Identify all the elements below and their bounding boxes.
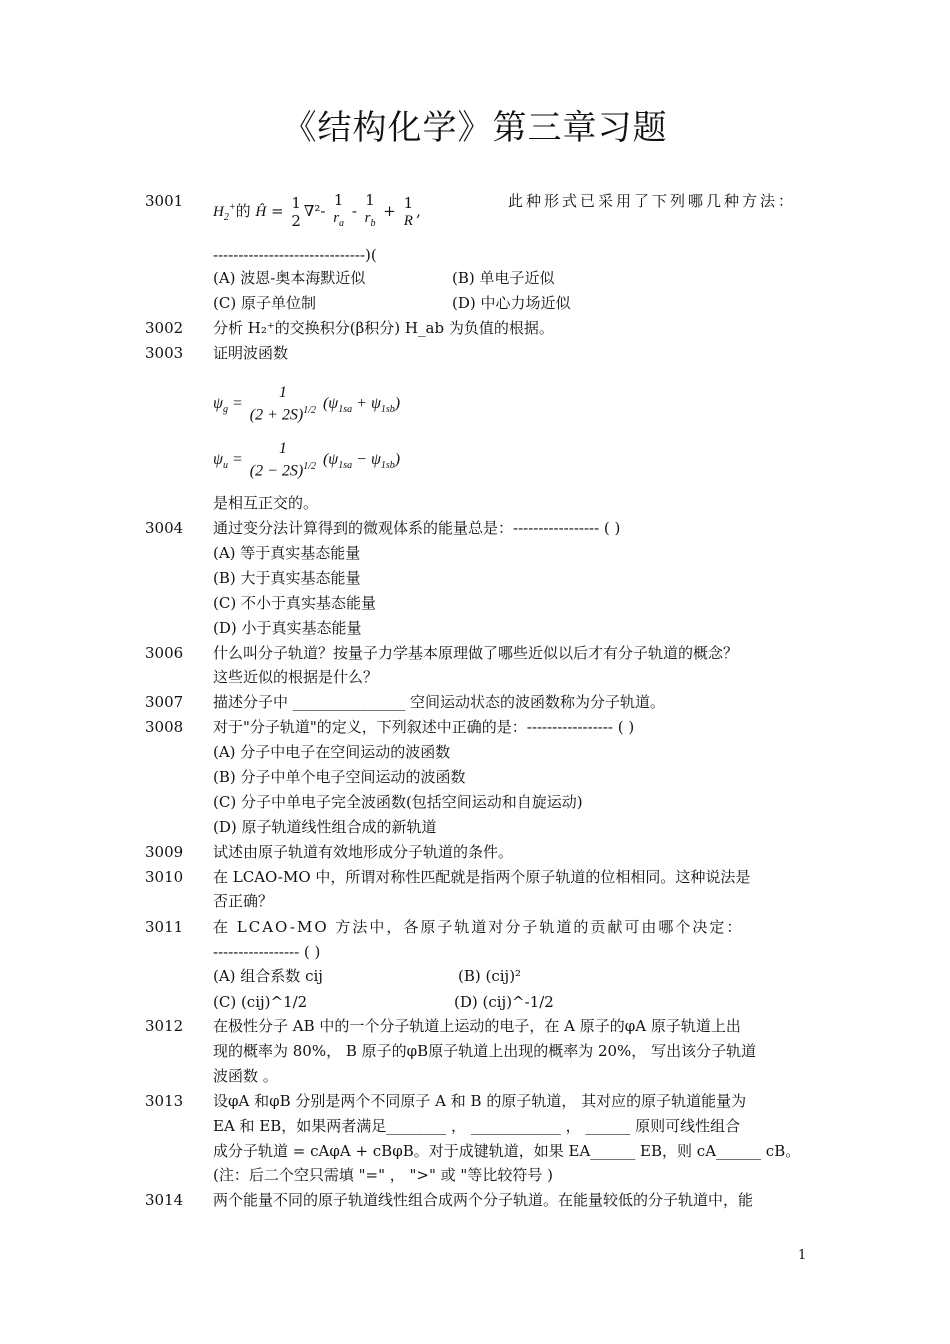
option-d: (D) 小于真实基态能量 (213, 619, 362, 637)
question-number: 3004 (145, 519, 184, 537)
question-3008-text: 对于"分子轨道"的定义，下列叙述中正确的是：----------------- ( ) (213, 718, 635, 736)
question-3014-line1: 两个能量不同的原子轨道线性组合成两个分子轨道。在能量较低的分子轨道中，能 (213, 1191, 754, 1209)
question-3012-line2: 现的概率为 80%， B 原子的φB原子轨道上出现的概率为 20%， 写出该分子轨道 (213, 1042, 757, 1060)
option-b: (B) 单电子近似 (452, 269, 555, 287)
question-3012-line1: 在极性分子 AB 中的一个分子轨道上运动的电子，在 A 原子的φA 原子轨道上出 (213, 1017, 741, 1035)
option-a: (A) 组合系数 cij (213, 967, 323, 985)
option-a: (A) 分子中电子在空间运动的波函数 (213, 743, 451, 761)
question-number: 3014 (145, 1191, 184, 1209)
question-3010-line2: 否正确？ (213, 892, 274, 910)
psi-g-equation: $\psi_g$ = 1 $(2 + 2S)^{1/2}$ $(\psi_{1sa} + \psi_{1sb})$ (213, 384, 401, 424)
question-3013-line3: 成分子轨道 = cAφA + cBφB。对于成键轨道，如果 EA______ EB，则 cA______ cB。 (213, 1142, 801, 1160)
option-b: (B) (cij)² (458, 967, 522, 985)
option-c: (C) 原子单位制 (213, 294, 316, 312)
page-title: 《结构化学》第三章习题 (282, 108, 668, 148)
question-3003-text: 证明波函数 (213, 344, 289, 362)
question-3012-line3: 波函数 。 (213, 1067, 278, 1085)
question-3011-line2: ----------------- ( ) (213, 943, 321, 961)
question-3011-line1: 在 LCAO-MO 方法中，各原子轨道对分子轨道的贡献可由哪个决定： (213, 918, 744, 936)
question-number: 3003 (145, 344, 184, 362)
option-c: (C) 不小于真实基态能量 (213, 594, 376, 612)
answer-blank: ------------------------------)( (213, 246, 377, 264)
question-3013-line1: 设φA 和φB 分别是两个不同原子 A 和 B 的原子轨道， 其对应的原子轨道能量为 (213, 1092, 747, 1110)
option-d: (D) (cij)^-1/2 (454, 993, 554, 1011)
question-3009-text: 试述由原子轨道有效地形成分子轨道的条件。 (213, 843, 514, 861)
question-3006-line1: 什么叫分子轨道？按量子力学基本原理做了哪些近似以后才有分子轨道的概念？ (213, 644, 739, 662)
psi-u-equation: $\psi_u$ = 1 $(2 - 2S)^{1/2}$ $(\psi_{1sa} - \psi_{1sb})$ (213, 440, 401, 480)
question-number: 3001 (145, 192, 184, 210)
question-3007-text: 描述分子中 _______________ 空间运动状态的波函数称为分子轨道。 (213, 693, 666, 711)
question-number: 3008 (145, 718, 184, 736)
question-3004-text: 通过变分法计算得到的微观体系的能量总是：----------------- ( ) (213, 519, 621, 537)
question-3006-line2: 这些近似的根据是什么？ (213, 668, 379, 686)
question-number: 3011 (145, 918, 184, 936)
option-a: (A) 波恩-奥本海默近似 (213, 269, 366, 287)
option-b: (B) 大于真实基态能量 (213, 569, 361, 587)
question-number: 3013 (145, 1092, 184, 1110)
question-3013-line4: (注：后二个空只需填 "=" ， ">" 或 "等比较符号 ) (213, 1166, 553, 1184)
question-number: 3012 (145, 1017, 184, 1035)
question-number: 3002 (145, 319, 184, 337)
option-b: (B) 分子中单个电子空间运动的波函数 (213, 768, 466, 786)
question-3001-formula: $H_2^+$的 Ĥ = 1 2 ∇²- 1 $r_a$ - 1 $r_b$ + 1 R , (213, 191, 421, 230)
question-number: 3009 (145, 843, 184, 861)
question-3003-end: 是相互正交的。 (213, 494, 319, 512)
option-c: (C) 分子中单电子完全波函数(包括空间运动和自旋运动) (213, 793, 583, 811)
option-c: (C) (cij)^1/2 (213, 993, 308, 1011)
question-number: 3006 (145, 644, 184, 662)
question-3013-line2: EA 和 EB，如果两者满足________ ， ____________ ， ______ 原则可线性组合 (213, 1117, 741, 1135)
page-number: 1 (798, 1248, 807, 1263)
option-d: (D) 原子轨道线性组合成的新轨道 (213, 818, 437, 836)
question-3010-line1: 在 LCAO-MO 中，所谓对称性匹配就是指两个原子轨道的位相相同。这种说法是 (213, 868, 751, 886)
question-3001-text: 此种形式已采用了下列哪几种方法： (508, 192, 797, 210)
question-3002-text: 分析 H₂⁺的交换积分(β积分) H_ab 为负值的根据。 (213, 319, 554, 337)
question-number: 3007 (145, 693, 184, 711)
option-d: (D) 中心力场近似 (452, 294, 571, 312)
question-number: 3010 (145, 868, 184, 886)
option-a: (A) 等于真实基态能量 (213, 544, 361, 562)
